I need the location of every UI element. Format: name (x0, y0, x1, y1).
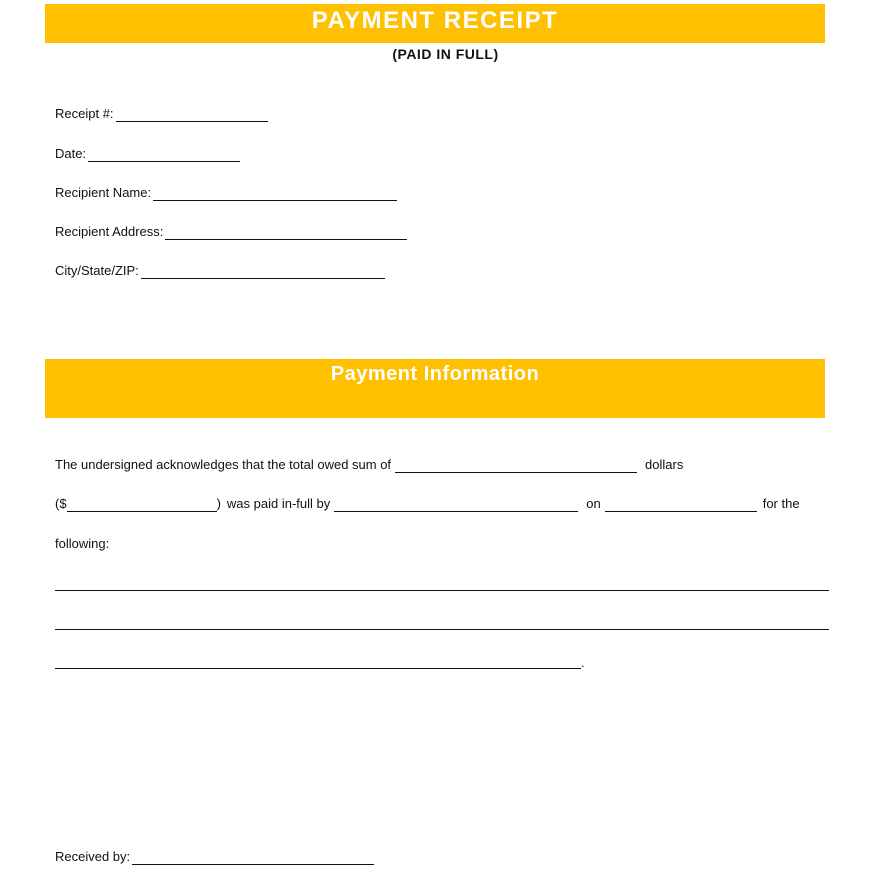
payment-info-banner (45, 359, 825, 418)
receipt-number-blank[interactable] (116, 107, 268, 122)
payment-info-heading: Payment Information (330, 363, 540, 385)
payment-line-2 (55, 496, 800, 512)
received-by-blank[interactable] (132, 850, 374, 865)
payment-line-3 (55, 536, 109, 552)
receipt-number-label: Receipt #: (55, 106, 114, 121)
city-state-zip-blank[interactable] (141, 264, 385, 279)
amount-close-paren: ) (216, 496, 221, 511)
recipient-address-blank[interactable] (165, 225, 407, 240)
recipient-name-row (55, 185, 397, 201)
recipient-name-label: Recipient Name: (55, 185, 152, 200)
recipient-name-blank[interactable] (153, 186, 397, 201)
owed-sum-blank[interactable] (395, 458, 637, 473)
amount-open-paren: ($ (55, 496, 67, 511)
city-state-zip-row (55, 263, 385, 279)
date-label: Date: (55, 146, 87, 161)
recipient-address-label: Recipient Address: (55, 224, 164, 239)
description-end-period: . (581, 655, 585, 670)
paid-date-blank[interactable] (605, 497, 757, 512)
description-line-3[interactable] (55, 668, 581, 669)
receipt-number-row (55, 106, 268, 122)
recipient-address-row (55, 224, 407, 240)
description-line-2[interactable] (55, 629, 829, 630)
title-banner (45, 4, 825, 43)
paid-by-text: was paid in-full by (226, 496, 331, 511)
dollars-text: dollars (645, 457, 684, 472)
date-row (55, 146, 240, 162)
paid-by-blank[interactable] (334, 497, 578, 512)
on-text: on (586, 496, 601, 511)
description-line-1[interactable] (55, 590, 829, 591)
date-blank[interactable] (88, 147, 240, 162)
owed-sum-text: The undersigned acknowledges that the total owed sum of (55, 457, 392, 472)
page-title: PAYMENT RECEIPT (311, 7, 559, 34)
payment-line-1 (55, 457, 683, 473)
received-by-label: Received by: (55, 849, 131, 864)
following-text: following: (55, 536, 110, 551)
amount-blank[interactable] (67, 497, 217, 512)
for-the-text: for the (762, 496, 800, 511)
page-subtitle: (PAID IN FULL) (392, 46, 499, 62)
city-state-zip-label: City/State/ZIP: (55, 263, 139, 278)
received-by-row (55, 849, 374, 865)
